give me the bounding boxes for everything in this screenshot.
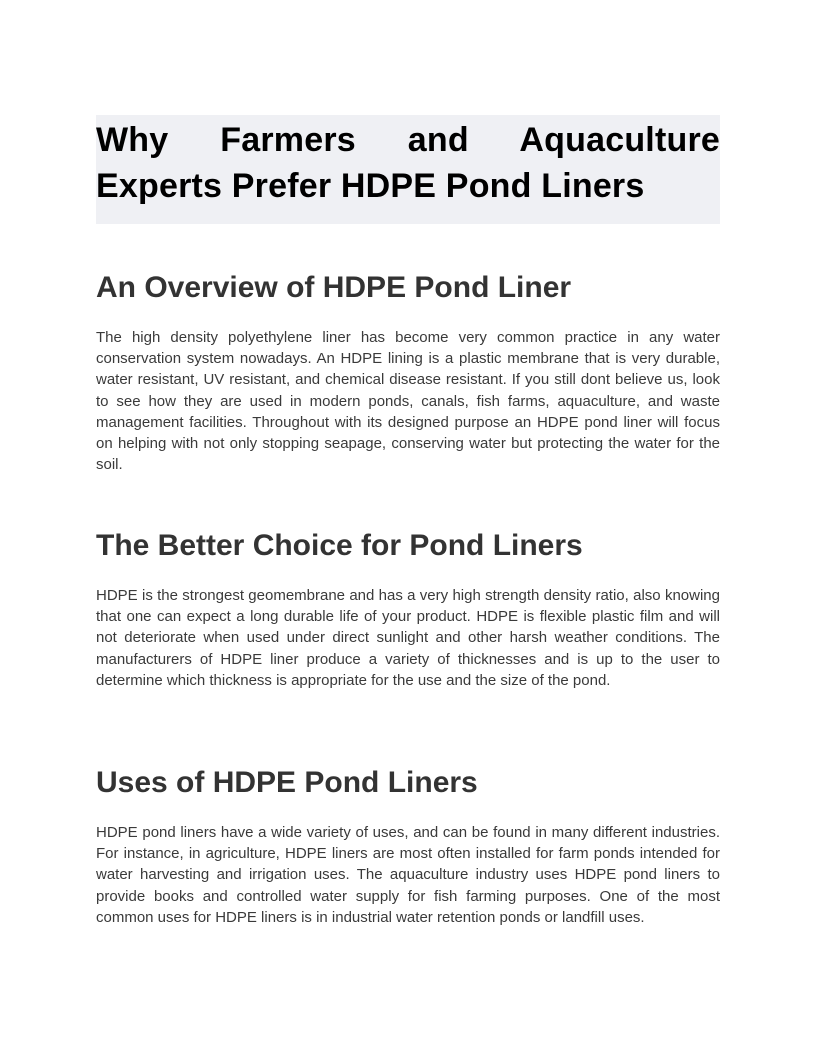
section-heading-uses: Uses of HDPE Pond Liners <box>96 766 478 799</box>
document-title <box>96 115 720 209</box>
section-body-better-choice: HDPE is the strongest geomembrane and has a very high strength density ratio, also knowing that one can expect a long durable life of your product. HDPE is flexible plastic film and will not deteriorate when used under direct sunlight and other harsh weather conditions. The manufacturers of HDPE liner produce a variety of thicknesses and is up to the user to determine which thickness is appropriate for the use and the size of the pond. <box>96 587 720 689</box>
section-heading-overview: An Overview of HDPE Pond Liner <box>96 271 572 304</box>
document-title-line-1: Why Farmers and Aquaculture <box>96 121 720 159</box>
section-body-uses: HDPE pond liners have a wide variety of uses, and can be found in many different industries. For instance, in agriculture, HDPE liners are most often installed for farm ponds intended for water harvesting and irrigation uses. The aquaculture industry uses HDPE pond liners to provide books and controlled water supply for fish farming purposes. One of the most common uses for HDPE liners is in industrial water retention ponds or landfill uses. <box>96 824 720 926</box>
section-heading-better-choice: The Better Choice for Pond Liners <box>96 529 583 562</box>
title-block <box>96 115 720 224</box>
document-title-line-2: Experts Prefer HDPE Pond Liners <box>96 167 645 205</box>
section-body-overview: The high density polyethylene liner has become very common practice in any water conservation system nowadays. An HDPE lining is a plastic membrane that is very durable, water resistant, UV resistant, and chemical disease resistant. If you still dont believe us, look to see how they are used in modern ponds, canals, fish farms, aquaculture, and waste management facilities. Throughout with its designed purpose an HDPE pond liner will focus on helping with not only stopping seapage, conserving water but protecting the water for the soil. <box>96 329 720 474</box>
